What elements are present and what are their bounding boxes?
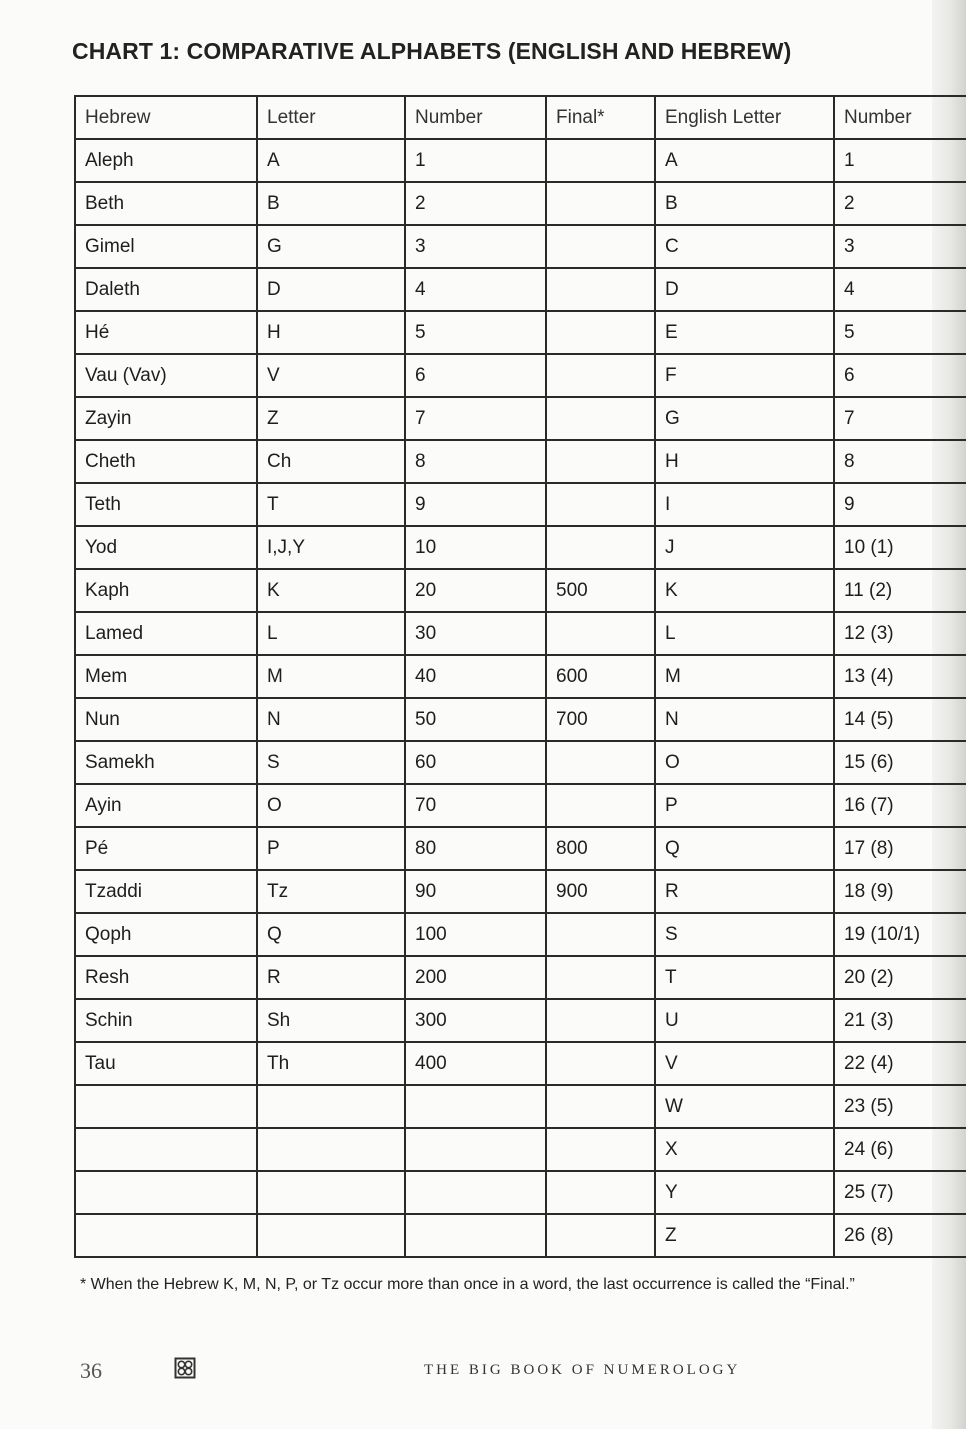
english-number-cell: 20 (2) [834,956,966,999]
english-letter-cell: K [655,569,834,612]
english-number-cell: 17 (8) [834,827,966,870]
hebrew-name-cell: Aleph [75,139,257,182]
final-cell: 500 [546,569,655,612]
table-row [75,1171,966,1214]
knot-ornament-icon [174,1357,196,1379]
header-number: Number [405,96,546,139]
header-final: Final* [546,96,655,139]
hebrew-number-cell: 3 [405,225,546,268]
table-row [75,698,966,741]
hebrew-name-cell: Resh [75,956,257,999]
table-row [75,225,966,268]
english-letter-cell: D [655,268,834,311]
page-number: 36 [80,1358,102,1383]
english-letter-cell: Z [655,1214,834,1257]
hebrew-letter-cell: H [257,311,405,354]
hebrew-name-cell: Kaph [75,569,257,612]
hebrew-name-cell: Cheth [75,440,257,483]
hebrew-name-cell: Yod [75,526,257,569]
table-row [75,268,966,311]
english-number-cell: 15 (6) [834,741,966,784]
hebrew-letter-cell: Sh [257,999,405,1042]
hebrew-letter-cell [257,1214,405,1257]
hebrew-letter-cell: L [257,612,405,655]
hebrew-number-cell: 7 [405,397,546,440]
table-row [75,999,966,1042]
english-letter-cell: U [655,999,834,1042]
hebrew-number-cell: 2 [405,182,546,225]
hebrew-letter-cell: Q [257,913,405,956]
final-cell [546,440,655,483]
table-row [75,1128,966,1171]
table-row [75,354,966,397]
hebrew-letter-cell: Th [257,1042,405,1085]
hebrew-letter-cell [257,1171,405,1214]
table-row [75,311,966,354]
hebrew-number-cell: 8 [405,440,546,483]
english-number-cell: 13 (4) [834,655,966,698]
final-cell [546,483,655,526]
english-letter-cell: P [655,784,834,827]
hebrew-name-cell [75,1171,257,1214]
hebrew-name-cell: Schin [75,999,257,1042]
hebrew-name-cell: Ayin [75,784,257,827]
final-cell [546,526,655,569]
table-row [75,956,966,999]
hebrew-name-cell: Mem [75,655,257,698]
hebrew-number-cell: 50 [405,698,546,741]
hebrew-number-cell: 20 [405,569,546,612]
hebrew-letter-cell: N [257,698,405,741]
hebrew-name-cell: Pé [75,827,257,870]
hebrew-name-cell: Teth [75,483,257,526]
final-cell [546,397,655,440]
english-number-cell: 8 [834,440,966,483]
table-row [75,397,966,440]
hebrew-letter-cell [257,1085,405,1128]
english-number-cell: 10 (1) [834,526,966,569]
hebrew-letter-cell: A [257,139,405,182]
final-cell: 600 [546,655,655,698]
hebrew-number-cell [405,1085,546,1128]
english-letter-cell: A [655,139,834,182]
final-cell [546,354,655,397]
hebrew-number-cell: 30 [405,612,546,655]
final-cell [546,1085,655,1128]
header-letter: Letter [257,96,405,139]
hebrew-name-cell [75,1085,257,1128]
hebrew-name-cell: Gimel [75,225,257,268]
english-letter-cell: S [655,913,834,956]
english-letter-cell: Q [655,827,834,870]
english-letter-cell: J [655,526,834,569]
table-row [75,870,966,913]
english-number-cell: 14 (5) [834,698,966,741]
hebrew-name-cell: Beth [75,182,257,225]
english-number-cell: 7 [834,397,966,440]
english-number-cell: 24 (6) [834,1128,966,1171]
final-cell [546,311,655,354]
table-row [75,440,966,483]
english-number-cell: 2 [834,182,966,225]
hebrew-number-cell: 4 [405,268,546,311]
comparative-alphabets-table [74,95,966,1258]
header-english-number: Number [834,96,966,139]
final-cell [546,913,655,956]
table-row [75,526,966,569]
table-row [75,1085,966,1128]
english-letter-cell: F [655,354,834,397]
hebrew-name-cell: Lamed [75,612,257,655]
hebrew-number-cell: 6 [405,354,546,397]
hebrew-number-cell: 80 [405,827,546,870]
hebrew-letter-cell: B [257,182,405,225]
english-letter-cell: Y [655,1171,834,1214]
hebrew-letter-cell: T [257,483,405,526]
hebrew-number-cell: 10 [405,526,546,569]
table-row [75,1214,966,1257]
table-row [75,612,966,655]
english-number-cell: 26 (8) [834,1214,966,1257]
final-cell: 900 [546,870,655,913]
final-cell [546,139,655,182]
final-cell [546,741,655,784]
hebrew-letter-cell: G [257,225,405,268]
english-letter-cell: O [655,741,834,784]
hebrew-number-cell: 100 [405,913,546,956]
hebrew-name-cell: Qoph [75,913,257,956]
final-cell [546,956,655,999]
hebrew-letter-cell: I,J,Y [257,526,405,569]
hebrew-letter-cell: D [257,268,405,311]
hebrew-number-cell: 300 [405,999,546,1042]
english-letter-cell: N [655,698,834,741]
final-cell [546,612,655,655]
hebrew-name-cell: Hé [75,311,257,354]
final-cell [546,1042,655,1085]
english-letter-cell: T [655,956,834,999]
english-number-cell: 19 (10/1) [834,913,966,956]
hebrew-number-cell [405,1214,546,1257]
hebrew-number-cell [405,1171,546,1214]
hebrew-letter-cell: S [257,741,405,784]
english-letter-cell: E [655,311,834,354]
final-cell [546,1128,655,1171]
hebrew-number-cell: 70 [405,784,546,827]
table-body [75,139,966,1257]
english-number-cell: 22 (4) [834,1042,966,1085]
hebrew-number-cell: 5 [405,311,546,354]
english-letter-cell: B [655,182,834,225]
table-row [75,827,966,870]
final-cell: 700 [546,698,655,741]
english-letter-cell: R [655,870,834,913]
final-cell [546,1171,655,1214]
table-row [75,483,966,526]
hebrew-letter-cell: K [257,569,405,612]
hebrew-letter-cell: R [257,956,405,999]
hebrew-name-cell: Samekh [75,741,257,784]
table-header-row [75,96,966,139]
table-row [75,182,966,225]
english-number-cell: 4 [834,268,966,311]
english-number-cell: 9 [834,483,966,526]
hebrew-letter-cell: Z [257,397,405,440]
footnote: * When the Hebrew K, M, N, P, or Tz occur more than once in a word, the last occurrence is called the “Final.” [80,1276,855,1293]
english-letter-cell: G [655,397,834,440]
english-letter-cell: I [655,483,834,526]
final-cell [546,999,655,1042]
hebrew-name-cell: Zayin [75,397,257,440]
final-cell [546,182,655,225]
table-row [75,913,966,956]
hebrew-name-cell: Tau [75,1042,257,1085]
english-letter-cell: X [655,1128,834,1171]
hebrew-number-cell: 1 [405,139,546,182]
english-number-cell: 23 (5) [834,1085,966,1128]
english-number-cell: 25 (7) [834,1171,966,1214]
final-cell [546,1214,655,1257]
hebrew-number-cell: 60 [405,741,546,784]
english-number-cell: 5 [834,311,966,354]
table-row [75,139,966,182]
final-cell: 800 [546,827,655,870]
hebrew-letter-cell: O [257,784,405,827]
english-number-cell: 6 [834,354,966,397]
hebrew-name-cell [75,1128,257,1171]
english-number-cell: 21 (3) [834,999,966,1042]
hebrew-name-cell: Daleth [75,268,257,311]
hebrew-number-cell [405,1128,546,1171]
hebrew-name-cell [75,1214,257,1257]
header-hebrew: Hebrew [75,96,257,139]
table-row [75,1042,966,1085]
english-letter-cell: V [655,1042,834,1085]
table-row [75,741,966,784]
hebrew-number-cell: 90 [405,870,546,913]
english-letter-cell: C [655,225,834,268]
hebrew-number-cell: 9 [405,483,546,526]
english-letter-cell: H [655,440,834,483]
hebrew-name-cell: Nun [75,698,257,741]
english-number-cell: 3 [834,225,966,268]
hebrew-letter-cell [257,1128,405,1171]
english-number-cell: 12 (3) [834,612,966,655]
table-row [75,655,966,698]
english-number-cell: 16 (7) [834,784,966,827]
hebrew-number-cell: 400 [405,1042,546,1085]
english-letter-cell: W [655,1085,834,1128]
hebrew-letter-cell: M [257,655,405,698]
english-number-cell: 11 (2) [834,569,966,612]
page-title: CHART 1: COMPARATIVE ALPHABETS (ENGLISH AND HEBREW) [72,38,792,64]
hebrew-name-cell: Vau (Vav) [75,354,257,397]
table-row [75,569,966,612]
final-cell [546,268,655,311]
running-head: THE BIG BOOK OF NUMEROLOGY [424,1362,741,1378]
hebrew-number-cell: 200 [405,956,546,999]
hebrew-letter-cell: Ch [257,440,405,483]
english-number-cell: 1 [834,139,966,182]
hebrew-number-cell: 40 [405,655,546,698]
final-cell [546,784,655,827]
hebrew-letter-cell: Tz [257,870,405,913]
header-english-letter: English Letter [655,96,834,139]
final-cell [546,225,655,268]
hebrew-letter-cell: V [257,354,405,397]
english-number-cell: 18 (9) [834,870,966,913]
english-letter-cell: M [655,655,834,698]
english-letter-cell: L [655,612,834,655]
table-row [75,784,966,827]
hebrew-letter-cell: P [257,827,405,870]
hebrew-name-cell: Tzaddi [75,870,257,913]
